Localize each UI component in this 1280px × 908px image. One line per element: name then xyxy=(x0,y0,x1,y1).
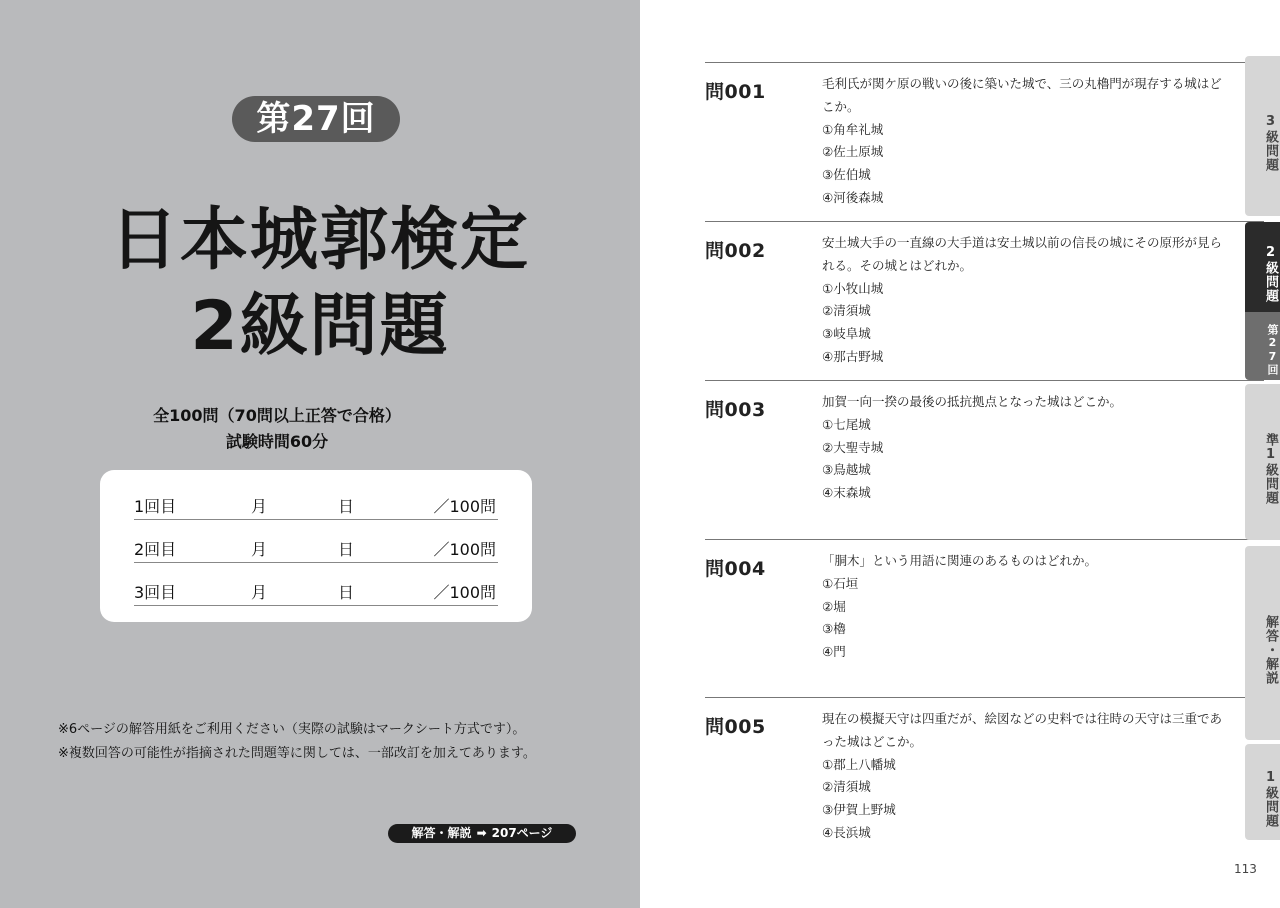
round-badge: 第27回 xyxy=(232,96,400,142)
answer-choice: ②清須城 xyxy=(822,779,871,795)
question-count-info: 全100問（70問以上正答で合格） xyxy=(153,406,401,425)
answer-choice: ②大聖寺城 xyxy=(822,439,884,455)
attempt-label: 2回目 xyxy=(134,540,177,559)
answer-choice: ③鳥越城 xyxy=(822,462,871,478)
revision-note: ※複数回答の可能性が指摘された問題等に関しては、一部改訂を加えてあります。 xyxy=(58,746,536,761)
question-block xyxy=(705,380,1264,501)
question-number: 問005 xyxy=(705,716,766,738)
day-label: 日 xyxy=(338,583,355,602)
tab-level-1[interactable]: 1級問題 xyxy=(1245,744,1280,840)
answer-choice: ④那古野城 xyxy=(822,348,884,364)
tab-level-2[interactable]: 2級問題 xyxy=(1245,222,1280,312)
answer-choice: ②佐土原城 xyxy=(822,144,884,160)
exam-time-info: 試験時間60分 xyxy=(225,432,329,451)
month-label: 月 xyxy=(251,540,268,559)
exam-level-title: 2級問題 xyxy=(190,287,450,366)
score-label: ／100問 xyxy=(433,497,496,516)
tab-round-27[interactable]: 第27回 xyxy=(1245,312,1280,380)
question-body xyxy=(822,73,1232,210)
day-label: 日 xyxy=(338,497,355,516)
question-number: 問001 xyxy=(705,81,766,103)
question-block xyxy=(705,539,1264,660)
tab-level-pre-1[interactable]: 準1級問題 xyxy=(1245,384,1280,540)
score-record-row xyxy=(134,486,498,520)
answer-choice: ④末森城 xyxy=(822,485,871,501)
answer-reference-badge xyxy=(388,824,576,843)
answer-choice: ④長浜城 xyxy=(822,824,871,840)
answer-choice: ③佐伯城 xyxy=(822,167,871,183)
attempt-label: 1回目 xyxy=(134,497,177,516)
tab-level-3[interactable]: 3級問題 xyxy=(1245,56,1280,216)
question-number: 問002 xyxy=(705,240,766,262)
question-text: 毛利氏が関ケ原の戦いの後に築いた城で、三の丸櫓門が現存する城はどこか。 xyxy=(822,76,1222,114)
answer-choice: ④門 xyxy=(822,644,846,660)
day-label: 日 xyxy=(338,540,355,559)
arrow-right-icon: ➡ xyxy=(476,826,487,840)
question-body xyxy=(822,232,1232,369)
answer-choice: ①七尾城 xyxy=(822,416,871,432)
question-text: 安土城大手の一直線の大手道は安土城以前の信長の城にその原形が見られる。その城とはどれか。 xyxy=(822,235,1223,273)
right-page xyxy=(640,0,1280,908)
month-label: 月 xyxy=(251,583,268,602)
question-body xyxy=(822,391,1232,505)
answer-choice: ①石垣 xyxy=(822,575,859,591)
answer-choice: ③岐阜城 xyxy=(822,326,871,342)
answer-choice: ①角牟礼城 xyxy=(822,121,884,137)
question-block xyxy=(705,62,1264,205)
answer-choice: ①小牧山城 xyxy=(822,280,884,296)
answer-choice: ④河後森城 xyxy=(822,189,884,205)
answer-choice: ③伊賀上野城 xyxy=(822,802,896,818)
answer-ref-page: 207ページ xyxy=(491,826,553,840)
answer-sheet-note: ※6ページの解答用紙をご利用ください（実際の試験はマークシート方式です）。 xyxy=(58,722,526,737)
score-record-row xyxy=(134,529,498,563)
question-number: 問004 xyxy=(705,558,766,580)
attempt-label: 3回目 xyxy=(134,583,177,602)
page-number: 113 xyxy=(1234,862,1257,876)
answer-choice: ②清須城 xyxy=(822,303,871,319)
question-body xyxy=(822,550,1232,664)
score-record-box xyxy=(100,470,532,622)
answer-choice: ②堀 xyxy=(822,598,846,614)
question-block xyxy=(705,221,1264,364)
tab-answers[interactable]: 解答・解説 xyxy=(1245,546,1280,740)
question-text: 現在の模擬天守は四重だが、絵図などの史料では往時の天守は三重であった城はどこか。 xyxy=(822,711,1223,749)
question-number: 問003 xyxy=(705,399,766,421)
answer-choice: ③櫓 xyxy=(822,621,846,637)
answer-ref-label: 解答・解説 xyxy=(411,826,472,840)
question-block xyxy=(705,697,1264,840)
month-label: 月 xyxy=(251,497,268,516)
question-text: 加賀一向一揆の最後の抵抗拠点となった城はどこか。 xyxy=(822,394,1123,409)
answer-choice: ①郡上八幡城 xyxy=(822,756,896,772)
question-body xyxy=(822,708,1232,845)
exam-title: 日本城郭検定 xyxy=(109,201,530,280)
score-label: ／100問 xyxy=(433,583,496,602)
score-record-row xyxy=(134,572,498,606)
score-label: ／100問 xyxy=(433,540,496,559)
question-text: 「胴木」という用語に関連のあるものはどれか。 xyxy=(822,553,1098,568)
